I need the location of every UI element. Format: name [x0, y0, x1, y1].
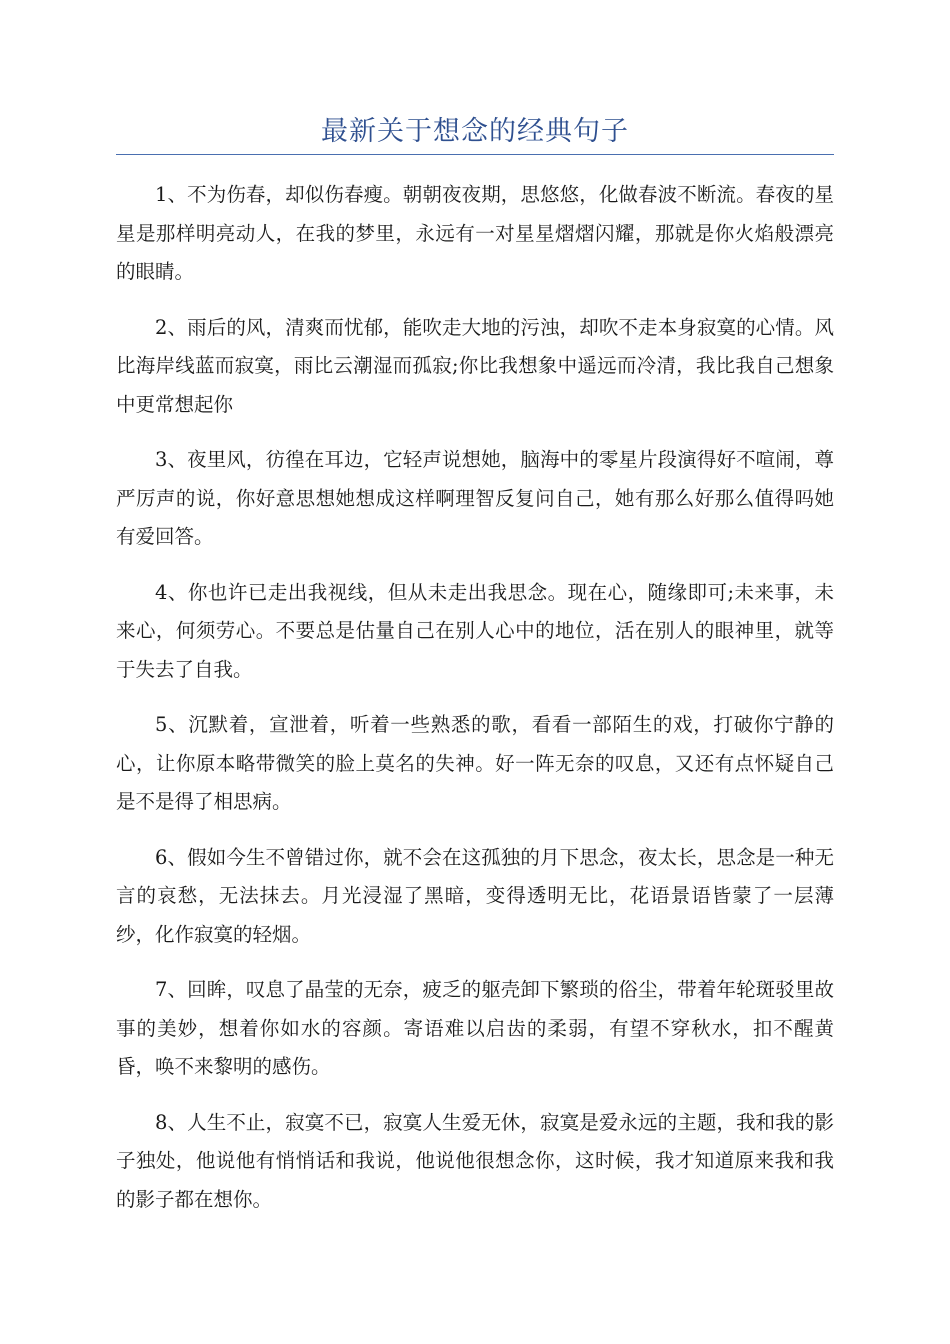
paragraph-7: 7、回眸，叹息了晶莹的无奈，疲乏的躯壳卸下繁琐的俗尘，带着年轮斑驳里故事的美妙，想着你如水的容颜。寄语难以启齿的柔弱，有望不穿秋水，扣不醒黄昏，唤不来黎明的感伤。 — [116, 978, 834, 1078]
paragraph-8: 8、人生不止，寂寞不已，寂寞人生爱无休，寂寞是爱永远的主题，我和我的影子独处，他说他有悄悄话和我说，他说他很想念你，这时候，我才知道原来我和我的影子都在想你。 — [116, 1110, 834, 1211]
title-underline — [116, 154, 834, 155]
paragraph-6: 6、假如今生不曾错过你，就不会在这孤独的月下思念，夜太长，思念是一种无言的哀愁，无法抹去。月光浸湿了黑暗，变得透明无比，花语景语皆蒙了一层薄纱，化作寂寞的轻烟。 — [116, 845, 834, 946]
paragraph-4: 4、你也许已走出我视线，但从未走出我思念。现在心，随缘即可;未来事，未来心，何须劳心。不要总是估量自己在别人心中的地位，活在别人的眼神里，就等于失去了自我。 — [116, 580, 834, 681]
paragraph-1: 1、不为伤春，却似伤春瘦。朝朝夜夜期，思悠悠，化做春波不断流。春夜的星星是那样明亮动人，在我的梦里，永远有一对星星熠熠闪耀，那就是你火焰般漂亮的眼睛。 — [116, 183, 834, 283]
paragraph-2: 2、雨后的风，清爽而忧郁，能吹走大地的污浊，却吹不走本身寂寞的心情。风比海岸线蓝而寂寞，雨比云潮湿而孤寂;你比我想象中遥远而冷清，我比我自己想象中更常想起你 — [116, 315, 834, 416]
paragraph-5: 5、沉默着，宣泄着，听着一些熟悉的歌，看看一部陌生的戏，打破你宁静的心，让你原本略带微笑的脸上莫名的失神。好一阵无奈的叹息，又还有点怀疑自己是不是得了相思病。 — [116, 713, 834, 813]
document-body — [116, 176, 834, 1236]
page-title: 最新关于想念的经典句子 — [321, 116, 629, 147]
paragraph-3: 3、夜里风，彷徨在耳边，它轻声说想她，脑海中的零星片段演得好不喧闹，尊严厉声的说，你好意思想她想成这样啊理智反复问自己，她有那么好那么值得吗她有爱回答。 — [116, 448, 834, 548]
